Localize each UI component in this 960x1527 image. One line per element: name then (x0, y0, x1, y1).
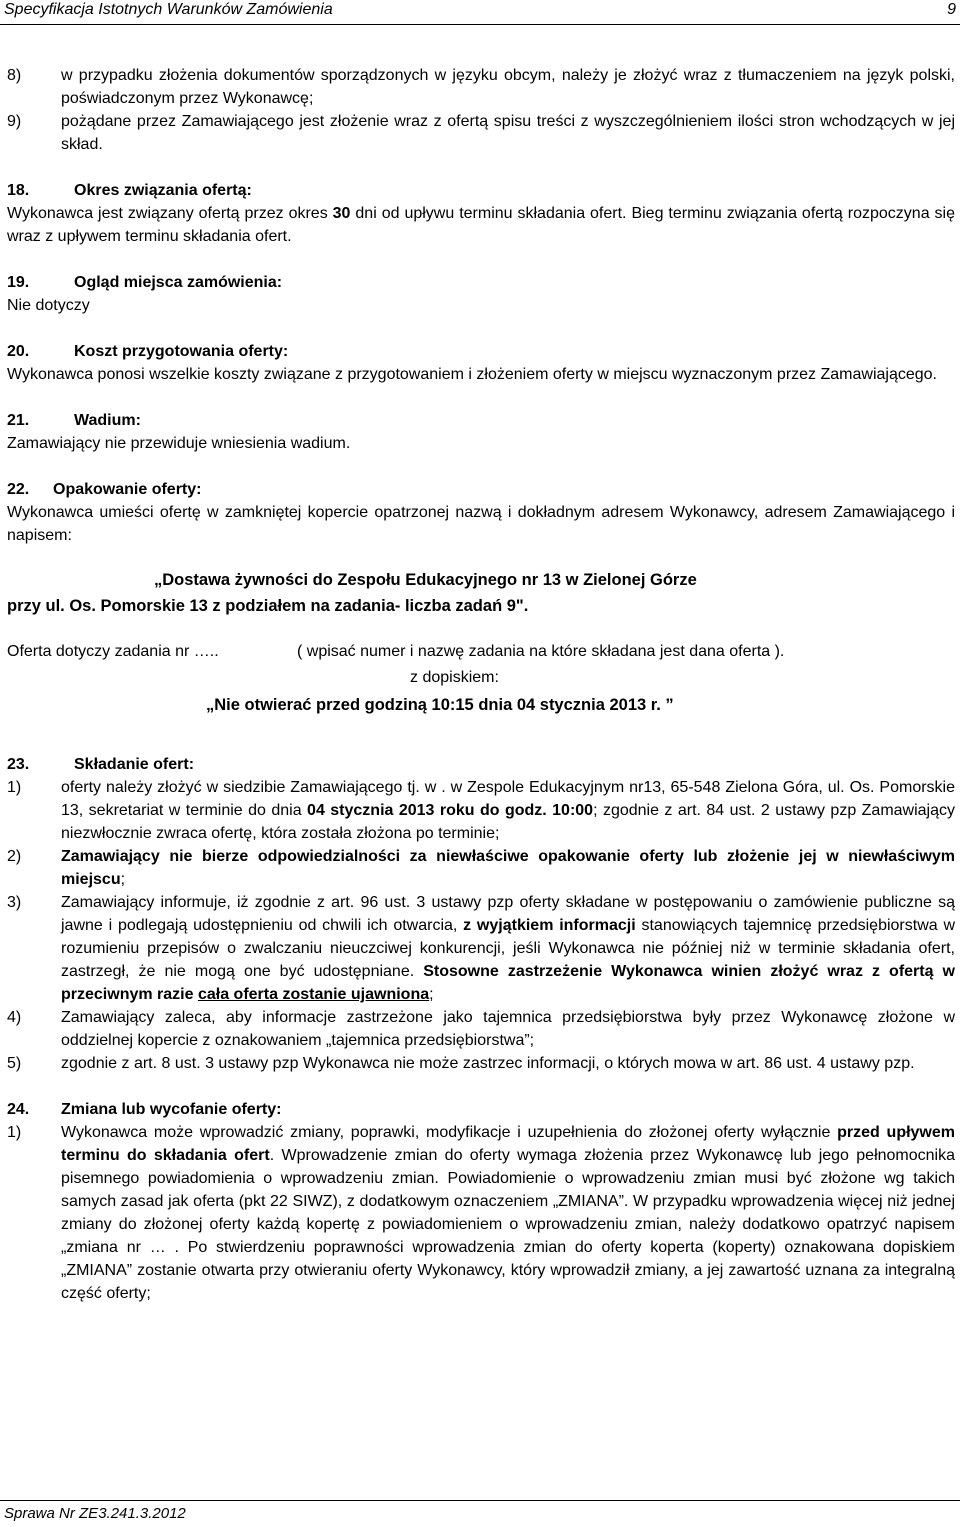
section-heading (7, 179, 955, 202)
offer-task-label: Oferta dotyczy zadania nr ….. (7, 643, 219, 660)
section-heading (7, 1098, 955, 1121)
bold-run: 04 stycznia 2013 roku do godz. 10:00 (307, 802, 594, 819)
item-number: 2) (7, 848, 22, 865)
text-run: ; (429, 986, 434, 1003)
section-23 (7, 753, 955, 1075)
section-title: Opakowanie oferty: (53, 481, 202, 498)
section-title: Koszt przygotowania oferty: (74, 343, 289, 360)
text-run: Zamawiający informuje, iż zgodnie z art. 96 ust. 3 ustawy pzp oferty składane w postępowaniu o zamówienie publiczne są jawne i podlegają udostępnieniu od chwili ich otwarcia, (61, 894, 955, 934)
text-run: oferty należy złożyć w siedzibie Zamawiającego tj. w . w Zespole Edukacyjnym nr13, 65-548 Zielona Góra, ul. Os. Pomorskie 13, sekretariat w terminie do dnia (61, 779, 955, 819)
section-text (7, 202, 955, 248)
section-24 (7, 1098, 955, 1305)
section-title: Ogląd miejsca zamówienia: (74, 274, 283, 291)
section-title: Wadium: (74, 412, 141, 429)
item-text: zgodnie z art. 8 ust. 3 ustawy pzp Wykonawca nie może zastrzec informacji, o których mowa w art. 86 ust. 4 ustawy pzp. (61, 1055, 915, 1072)
section-number: 23. (7, 756, 30, 773)
section-title: Składanie ofert: (74, 756, 195, 773)
section-20 (7, 340, 955, 386)
section-heading (7, 478, 955, 501)
item-number: 4) (7, 1009, 22, 1026)
text-run: . Wprowadzenie zmian do oferty wymaga złożenia przez Wykonawcę lub jego pełnomocnika pisemnego powiadomienia o wprowadzeniu zmian. Powiadomienie o wprowadzeniu zmian musi być złożone wg takich samych zasad jak oferta (pkt 22 SIWZ), z dodatkowym oznaczeniem „ZMIANA”. W przypadku wprowadzenia więcej niż jednej zmiany do złożonej oferty każdą kopertę z powiadomieniem o wprowadzeniu zmian, należy dodatkowo opatrzyć napisem „zmiana nr … . Po stwierdzeniu poprawności wprowadzenia zmian do oferty koperta (koperty) oznakowana dopiskiem „ZMIANA” zostanie otwarta przy otwieraniu oferty Wykonawcy, który wprowadził zmiany, a jej zawartość uznana za integralną część oferty; (61, 1147, 955, 1302)
bold-run: Zamawiający nie bierze odpowiedzialności za niewłaściwe opakowanie oferty lub złożenie jej w niewłaściwym miejscu (61, 848, 955, 888)
footer-divider (0, 1500, 960, 1501)
section-number: 22. (7, 481, 30, 498)
section-title: Okres związania ofertą: (74, 182, 252, 199)
list-item-23-3 (7, 891, 955, 1006)
section-text: Nie dotyczy (7, 297, 90, 314)
section-heading (7, 340, 955, 363)
item-number: 8) (7, 67, 22, 84)
bold-run: Stosowne zastrzeżenie Wykonawca winien złożyć wraz z ofertą w przeciwnym razie (61, 963, 956, 1003)
section-18 (7, 179, 955, 248)
page-header (0, 0, 960, 26)
page-footer: Sprawa Nr ZE3.241.3.2012 (4, 1505, 186, 1522)
text-run: ; zgodnie z art. 84 ust. 2 ustawy pzp Zamawiający niezwłocznie zwraca ofertę, która została złożona po terminie; (61, 802, 956, 842)
text-run: Wykonawca może wprowadzić zmiany, poprawki, modyfikacje i uzupełnienia do złożonej oferty wyłącznie (61, 1124, 838, 1141)
section-number: 18. (7, 182, 30, 199)
section-title: Zmiana lub wycofanie oferty: (61, 1101, 282, 1118)
section-heading (7, 753, 955, 776)
section-19 (7, 271, 955, 317)
section-text: Zamawiający nie przewiduje wniesienia wadium. (7, 435, 351, 452)
section-text: Wykonawca ponosi wszelkie koszty związane z przygotowaniem i złożeniem oferty w miejscu wyznaczonym przez Zamawiającego. (7, 366, 937, 383)
document-body (7, 64, 955, 1305)
bold-run: 30 (332, 205, 351, 222)
envelope-note-label: z dopiskiem: (410, 669, 499, 686)
section-22 (7, 478, 955, 719)
item-text: w przypadku złożenia dokumentów sporządzonych w języku obcym, należy je złożyć wraz z tłumaczeniem na język polski, poświadczonym przez Wykonawcę; (61, 67, 955, 107)
text-run: Wykonawca jest związany ofertą przez okres (7, 205, 333, 222)
section-heading (7, 271, 955, 294)
bold-run: przed upływem terminu do składania ofert (61, 1124, 956, 1164)
item-text: Zamawiający zaleca, aby informacje zastrzeżone jako tajemnica przedsiębiorstwa były przez Wykonawcę złożone w oddzielnej kopercie z oznakowaniem „tajemnica przedsiębiorstwa”; (61, 1009, 955, 1049)
text-run: stanowiących tajemnicę przedsiębiorstwa w rozumieniu przepisów o zwalczaniu nieuczciwej konkurencji, jeśli Wykonawca nie później niż w terminie składania ofert, zastrzegł, że nie mogą one być udostępniane. (61, 917, 955, 980)
bold-run: z wyjątkiem informacji (463, 917, 636, 934)
section-number: 21. (7, 412, 30, 429)
text-run: dni od upływu terminu składania ofert. Bieg terminu związania ofertą rozpoczyna się wraz z upływem terminu składania ofert. (7, 205, 955, 245)
section-21 (7, 409, 955, 455)
list-item-23-1 (7, 776, 955, 845)
list-item-23-2 (7, 845, 955, 891)
list-item-23-4 (7, 1006, 955, 1052)
section-number: 20. (7, 343, 30, 360)
offer-task-hint: ( wpisać numer i nazwę zadania na które składana jest dana oferta ). (297, 643, 785, 660)
do-not-open-notice: „Nie otwierać przed godziną 10:15 dnia 04 stycznia 2013 r. ” (206, 696, 674, 714)
page-number: 9 (947, 1, 956, 18)
item-number: 3) (7, 894, 22, 911)
offer-task-line (7, 639, 955, 665)
section-text: Wykonawca umieści ofertę w zamkniętej kopercie opatrzonej nazwą i dokładnym adresem Wykonawcy, adresem Zamawiającego i napisem: (7, 504, 955, 544)
item-number: 1) (7, 779, 22, 796)
header-title: Specyfikacja Istotnych Warunków Zamówienia (4, 1, 333, 18)
section-heading (7, 409, 955, 432)
list-item-8 (7, 64, 955, 110)
text-run: ; (120, 871, 126, 888)
envelope-address-line-2: przy ul. Os. Pomorskie 13 z podziałem na zadania- liczba zadań 9". (7, 597, 529, 615)
item-number: 1) (7, 1124, 22, 1141)
list-item-23-5 (7, 1052, 955, 1075)
section-number: 24. (7, 1101, 30, 1118)
item-number: 5) (7, 1055, 22, 1072)
bold-underlined-run: cała oferta zostanie ujawniona (197, 986, 430, 1003)
header-divider (0, 24, 960, 25)
item-number: 9) (7, 113, 22, 130)
item-text: pożądane przez Zamawiającego jest złożenie wraz z ofertą spisu treści z wyszczególnieniem ilości stron wchodzących w jej skład. (61, 113, 955, 153)
list-item-24-1 (7, 1121, 955, 1305)
section-number: 19. (7, 274, 30, 291)
envelope-address-line-1: „Dostawa żywności do Zespołu Edukacyjnego nr 13 w Zielonej Górze (154, 571, 697, 589)
list-item-9 (7, 110, 955, 156)
